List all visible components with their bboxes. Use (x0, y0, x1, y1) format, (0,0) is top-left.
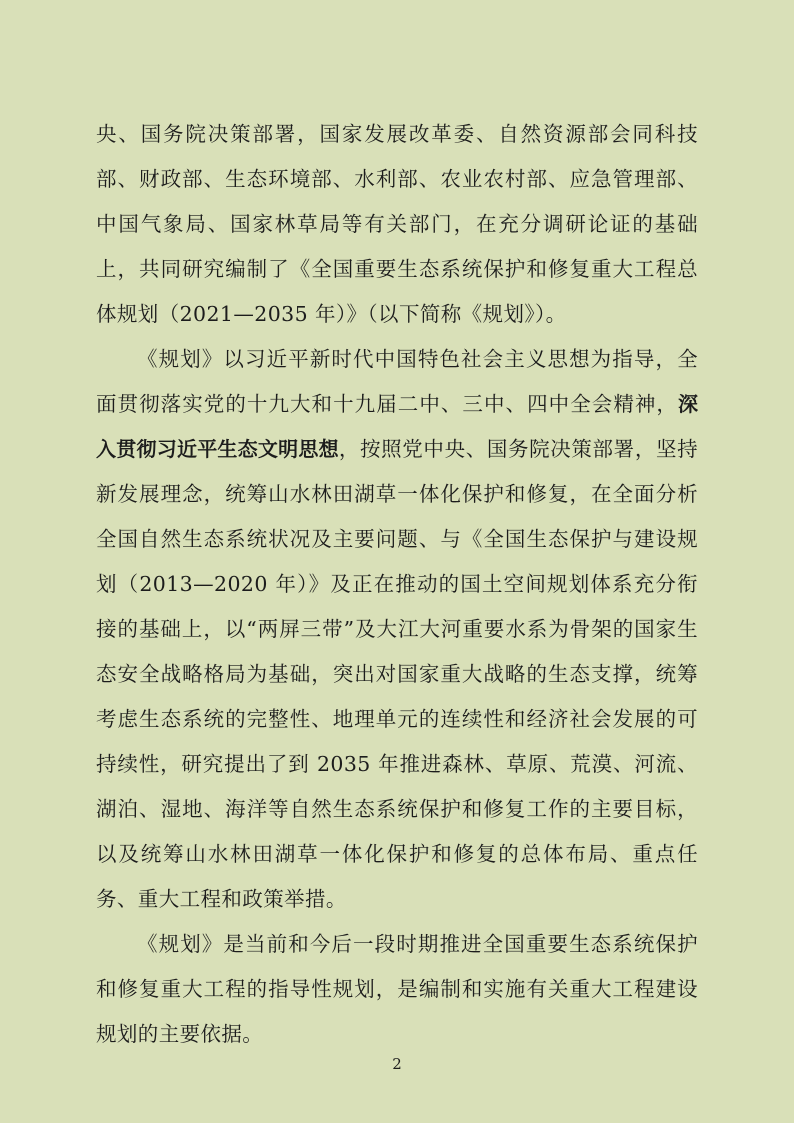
document-body (96, 112, 698, 1057)
paragraph-1 (96, 112, 698, 337)
paragraph-3 (96, 922, 698, 1057)
paragraph-2-text-part-2: ，按照党中央、国务院决策部署，坚持新发展理念，统筹山水林田湖草一体化保护和修复，在全面分析全国自然生态系统状况及主要问题、与《全国生态保护与建设规划（2013—2020 年）》及正在推动的国土空间规划体系充分衔接的基础上，以“两屏三带”及大江大河重要水系为骨架的国家生态安全战略格局为基础，突出对国家重大战略的生态支撑，统筹考虑生态系统的完整性、地理单元的连续性和经济社会发展的可持续性，研究提出了到 2035 年推进森林、草原、荒漠、河流、湖泊、湿地、海洋等自然生态系统保护和修复工作的主要目标，以及统筹山水林田湖草一体化保护和修复的总体布局、重点任务、重大工程和政策举措。 (96, 437, 698, 911)
paragraph-2-emphasized-text: 深入贯彻习近平生态文明思想 (96, 392, 698, 461)
paragraph-2-text-part-1: 《规划》以习近平新时代中国特色社会主义思想为指导，全面贯彻落实党的十九大和十九届二中、三中、四中全会精神， (96, 347, 698, 416)
paragraph-3-text: 《规划》是当前和今后一段时期推进全国重要生态系统保护和修复重大工程的指导性规划，是编制和实施有关重大工程建设规划的主要依据。 (96, 932, 698, 1046)
paragraph-1-text: 央、国务院决策部署，国家发展改革委、自然资源部会同科技部、财政部、生态环境部、水利部、农业农村部、应急管理部、中国气象局、国家林草局等有关部门，在充分调研论证的基础上，共同研究编制了《全国重要生态系统保护和修复重大工程总体规划（2021—2035 年）》（以下简称《规划》）。 (96, 122, 698, 326)
page-number: 2 (392, 1055, 402, 1073)
paragraph-2 (96, 337, 698, 922)
